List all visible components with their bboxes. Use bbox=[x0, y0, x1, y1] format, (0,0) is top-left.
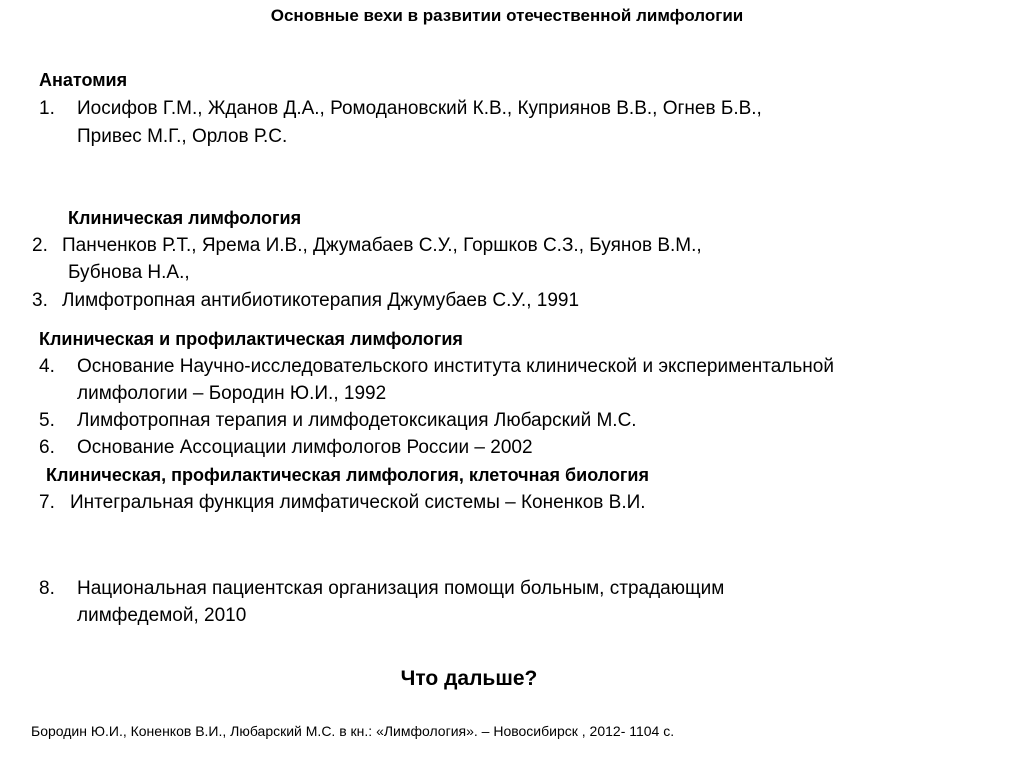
list-item-text: лимфедемой, 2010 bbox=[77, 605, 247, 626]
list-item-text: Привес М.Г., Орлов Р.С. bbox=[77, 126, 288, 147]
list-item-number: 2. bbox=[32, 235, 48, 256]
list-item-number: 1. bbox=[39, 98, 55, 119]
section-heading-clinical: Клиническая лимфология bbox=[68, 208, 302, 228]
closing-question: Что дальше? bbox=[400, 667, 538, 690]
list-item-text: Панченков Р.Т., Ярема И.В., Джумабаев С.У., Горшков С.З., Буянов В.М., bbox=[62, 235, 702, 256]
list-item-text: Бубнова Н.А., bbox=[68, 262, 190, 283]
source-citation: Бородин Ю.И., Коненков В.И., Любарский М.С. в кн.: «Лимфология». – Новосибирск , 2012- 1104 с. bbox=[31, 723, 675, 739]
list-item-text: Основание Научно-исследовательского института клинической и экспериментальной bbox=[77, 356, 834, 377]
list-item-number: 4. bbox=[39, 356, 55, 377]
list-item-text: Основание Ассоциации лимфологов России – 2002 bbox=[77, 437, 533, 458]
list-item-text: Лимфотропная антибиотикотерапия Джумубаев С.У., 1991 bbox=[62, 290, 580, 311]
list-item-text: Интегральная функция лимфатической системы – Коненков В.И. bbox=[70, 492, 646, 513]
list-item-number: 8. bbox=[39, 578, 55, 599]
section-heading-cell-biology: Клиническая, профилактическая лимфология, клеточная биология bbox=[46, 465, 649, 485]
list-item-text: лимфологии – Бородин Ю.И., 1992 bbox=[77, 383, 387, 404]
list-item-text: Лимфотропная терапия и лимфодетоксикация Любарский М.С. bbox=[77, 410, 637, 431]
section-heading-anatomy: Анатомия bbox=[39, 70, 128, 90]
list-item-text: Иосифов Г.М., Жданов Д.А., Ромодановский К.В., Куприянов В.В., Огнев Б.В., bbox=[77, 98, 762, 119]
list-item-number: 3. bbox=[32, 290, 48, 311]
list-item-number: 5. bbox=[39, 410, 55, 431]
section-heading-clinical-preventive: Клиническая и профилактическая лимфология bbox=[39, 329, 463, 349]
slide-title: Основные вехи в развитии отечественной лимфологии bbox=[270, 6, 744, 25]
list-item-number: 7. bbox=[39, 492, 55, 513]
list-item-text: Национальная пациентская организация помощи больным, страдающим bbox=[77, 578, 725, 599]
list-item-number: 6. bbox=[39, 437, 55, 458]
